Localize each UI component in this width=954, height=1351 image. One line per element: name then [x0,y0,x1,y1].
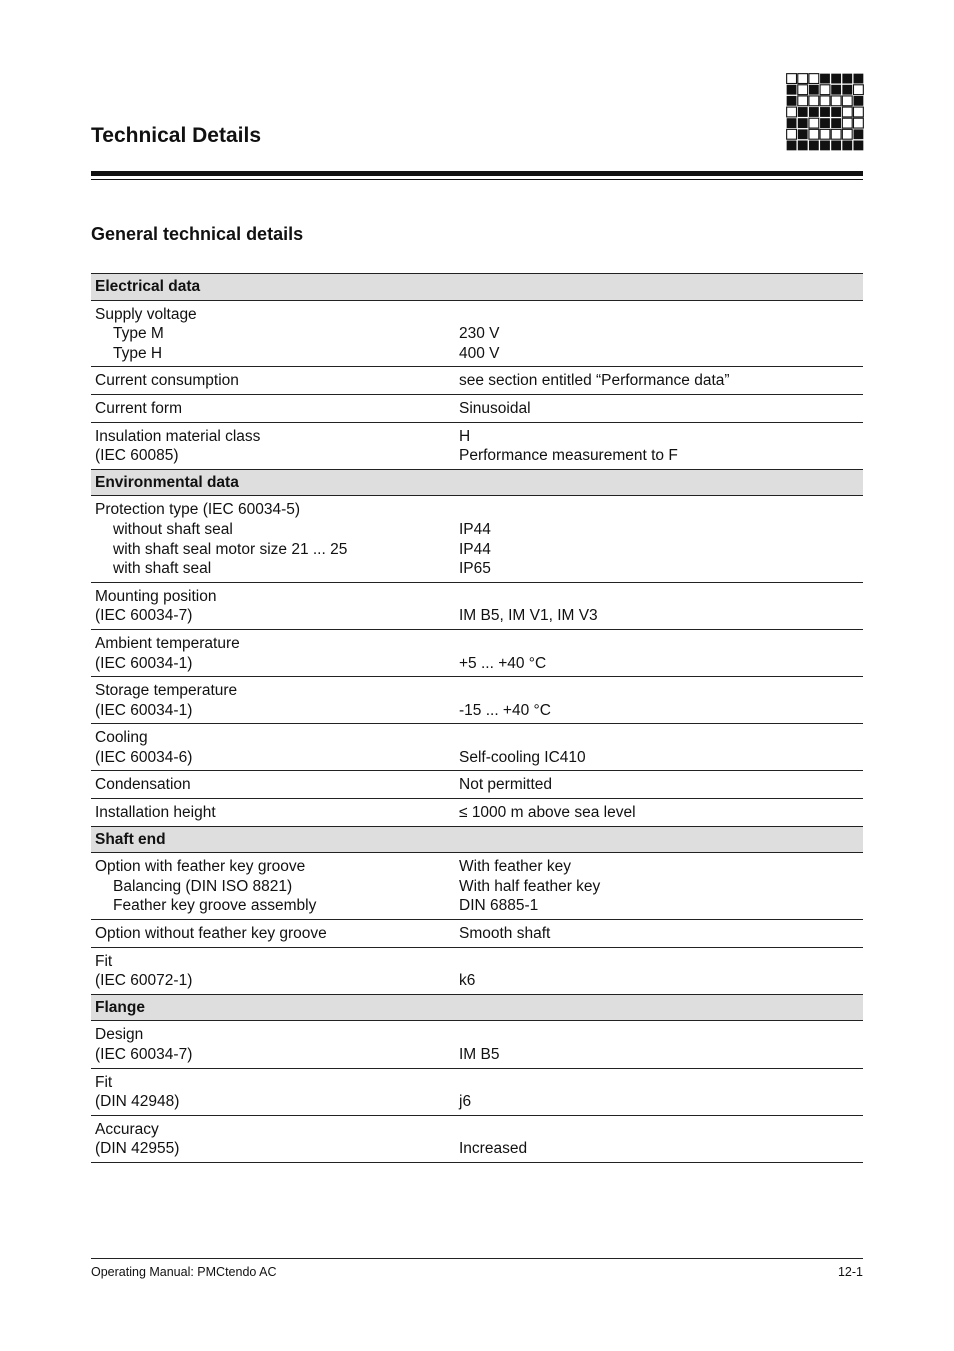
spec-label: Installation height [95,804,216,822]
logo-cell [853,129,863,139]
logo-cell [831,85,841,95]
spec-sublabel: Type H [113,344,163,362]
spec-label: Fit [95,1073,113,1091]
table-row [91,799,863,827]
logo-cell [842,118,852,128]
spec-label-standard: (DIN 42955) [95,1140,180,1158]
page-title: Technical Details [91,124,262,147]
spec-label-standard: (DIN 42948) [95,1093,180,1111]
logo-cell [853,140,863,150]
logo-cell [831,74,841,84]
logo-cell [853,107,863,117]
spec-value: 230 V [459,325,500,343]
spec-label: Protection type (IEC 60034-5) [95,501,301,519]
table-row [91,853,863,920]
logo-cell [787,140,797,150]
table-row [91,1115,863,1162]
logo-cell [787,107,797,117]
logo-cell [787,74,797,84]
spec-label-standard: (IEC 60034-6) [95,748,193,766]
logo-cell [798,118,808,128]
spec-label-standard: (IEC 60034-7) [95,607,193,625]
logo-cell [853,118,863,128]
logo-cell [809,85,819,95]
section-heading-flange: Flange [91,994,863,1021]
table-section-header [91,994,863,1021]
header-rule-thin [91,179,863,180]
spec-label: Ambient temperature [95,634,240,652]
spec-value: Increased [459,1140,528,1158]
spec-value: H [459,427,471,445]
spec-value: Smooth shaft [459,925,551,943]
logo-cell [787,96,797,106]
spec-value: Not permitted [459,776,553,794]
logo-cell [809,140,819,150]
table-row [91,1068,863,1115]
spec-label-standard: (IEC 60085) [95,447,179,465]
section-title: General technical details [91,224,304,244]
table-row [91,920,863,948]
spec-sublabel: without shaft seal [113,520,233,538]
header-rule-thick [91,171,863,176]
spec-value: Sinusoidal [459,399,531,417]
spec-sublabel: Balancing (DIN ISO 8821) [113,877,293,895]
spec-label: Fit [95,952,113,970]
spec-value: IM B5 [459,1046,500,1063]
spec-value: 400 V [459,344,500,362]
logo-cell [820,129,830,139]
spec-sublabel: Type M [113,325,164,343]
table-row [91,724,863,771]
page-number: 12-1 [837,1265,863,1279]
logo-cell [842,96,852,106]
spec-label: Storage temperature [95,682,238,700]
logo-cell [842,85,852,95]
logo-cell [853,96,863,106]
spec-sublabel: Feather key groove assembly [113,897,317,915]
table-section-header [91,274,863,301]
logo-cell [842,129,852,139]
spec-label: Supply voltage [95,305,197,323]
logo-cell [798,140,808,150]
section-heading-shaft: Shaft end [91,826,863,853]
footer-manual-title: Operating Manual: PMCtendo AC [91,1265,277,1279]
logo-cell [842,107,852,117]
table-row [91,947,863,994]
spec-label-standard: (IEC 60034-1) [95,654,193,672]
spec-value: IP65 [459,560,491,578]
logo-cell [831,140,841,150]
logo-cell [820,96,830,106]
spec-value: j6 [459,1093,472,1111]
logo-cell [831,107,841,117]
table-section-header [91,469,863,496]
spec-sublabel: with shaft seal motor size 21 ... 25 [113,540,348,558]
logo-cell [842,74,852,84]
logo-cell [831,96,841,106]
logo-cell [787,129,797,139]
logo-cell [831,118,841,128]
spec-value: +5 ... +40 °C [459,654,547,672]
footer-rule [91,1258,863,1259]
spec-value: DIN 6885-1 [459,897,539,915]
spec-table [91,273,863,1163]
table-row [91,629,863,676]
table-row [91,771,863,799]
spec-value: IP44 [459,520,491,538]
logo-cell [853,74,863,84]
logo-cell [798,107,808,117]
spec-label: Current consumption [95,372,239,390]
spec-value: ≤ 1000 m above sea level [459,804,636,822]
logo-cell [798,129,808,139]
logo-cell [809,129,819,139]
logo-cell [842,140,852,150]
table-row [91,582,863,629]
table-row [91,496,863,582]
table-row [91,1021,863,1068]
logo-cell [809,74,819,84]
spec-value: IM B5, IM V1, IM V3 [459,607,598,625]
spec-label-standard: (IEC 60072-1) [95,972,193,990]
spec-label: Condensation [95,776,191,794]
spec-value: Performance measurement to F [459,447,678,465]
spec-label: Option without feather key groove [95,925,327,943]
logo-cell [853,85,863,95]
spec-value: k6 [459,972,476,990]
table-row [91,677,863,724]
logo-cell [820,140,830,150]
logo-cell [809,107,819,117]
table-row [91,300,863,367]
logo-cell [798,85,808,95]
logo-cell [820,85,830,95]
logo-cell [809,118,819,128]
section-heading-electrical: Electrical data [91,274,863,301]
logo-cell [787,118,797,128]
spec-label-standard: (IEC 60034-7) [95,1046,193,1063]
spec-label-standard: (IEC 60034-1) [95,701,193,719]
spec-label: Accuracy [95,1120,159,1138]
table-row [91,367,863,395]
logo-cell [798,74,808,84]
logo-cell [809,96,819,106]
spec-label: Mounting position [95,587,217,605]
logo-cell [831,129,841,139]
logo-cell [787,85,797,95]
table-section-header [91,826,863,853]
spec-value: With feather key [459,858,571,876]
spec-sublabel: with shaft seal [113,560,212,578]
spec-value: With half feather key [459,877,601,895]
section-heading-environmental: Environmental data [91,469,863,496]
spec-label: Design [95,1026,144,1044]
table-row [91,394,863,422]
spec-label: Option with feather key groove [95,858,306,876]
grid-logo-icon [786,73,864,151]
logo-cell [820,107,830,117]
logo-cell [820,74,830,84]
logo-cell [820,118,830,128]
spec-value: -15 ... +40 °C [459,701,551,719]
spec-value: IP44 [459,540,491,558]
spec-value: Self-cooling IC410 [459,748,586,766]
spec-label: Current form [95,399,182,417]
spec-label: Cooling [95,729,148,747]
logo-cell [798,96,808,106]
table-row [91,422,863,469]
spec-label: Insulation material class [95,427,261,445]
spec-value: see section entitled “Performance data” [459,372,730,390]
